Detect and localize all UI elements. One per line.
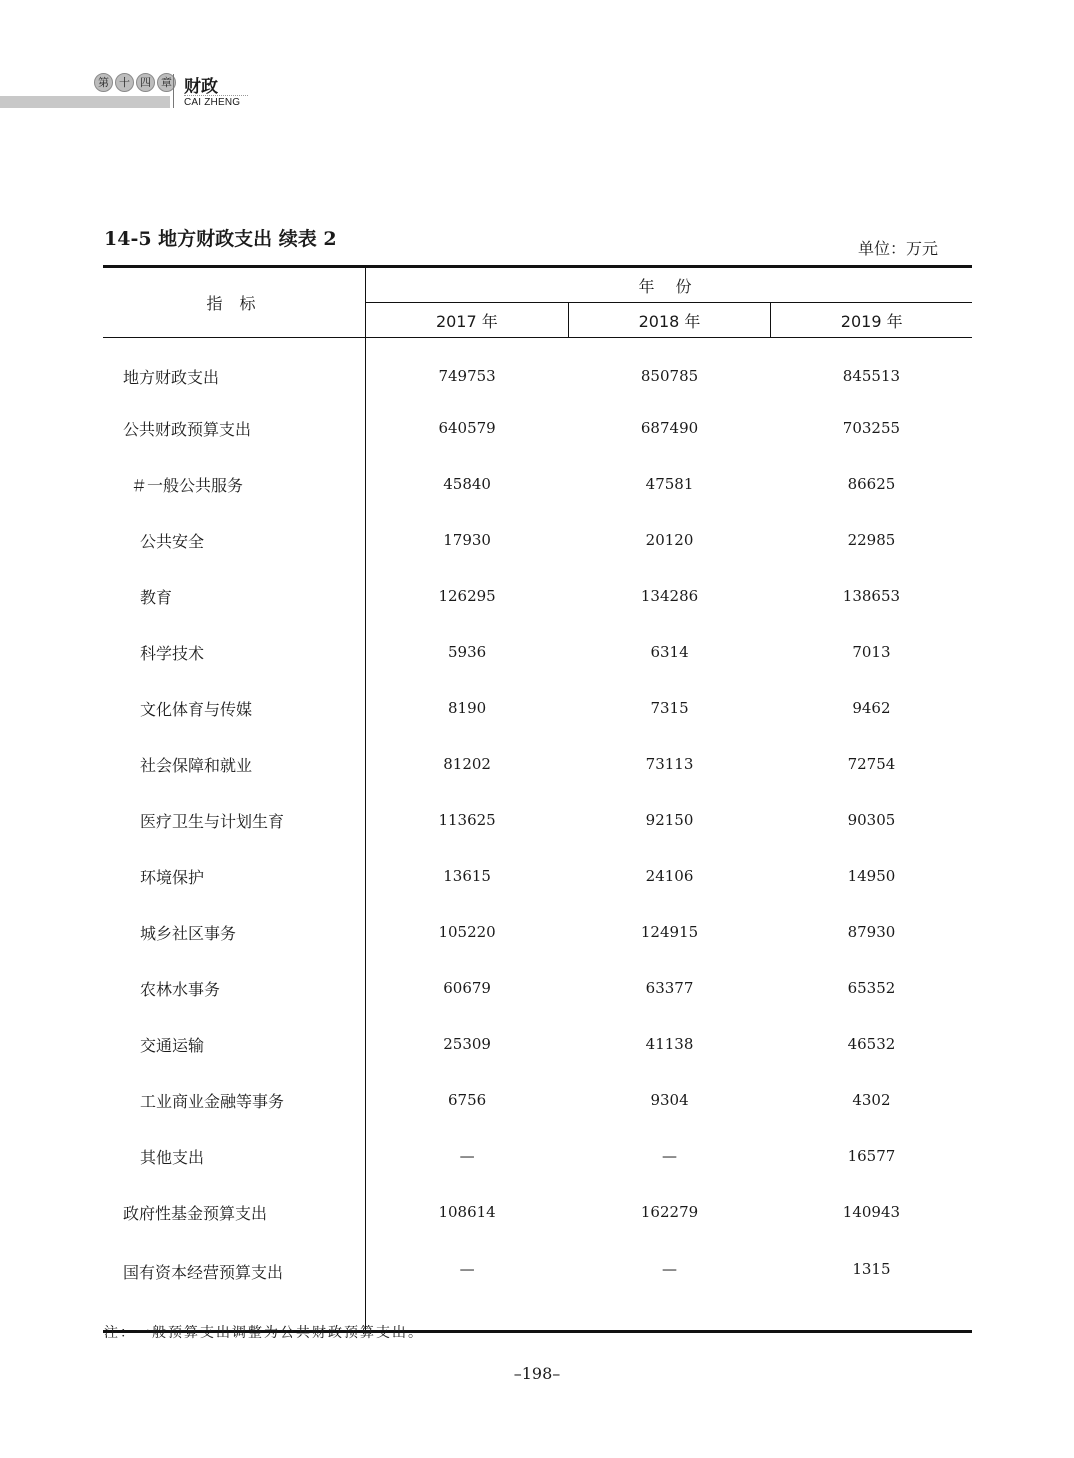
- table-row: [103, 960, 972, 1016]
- value-cell: 45840: [443, 475, 491, 493]
- value-cell: 749753: [438, 367, 496, 385]
- table-row: [103, 792, 972, 848]
- value-cell: —: [459, 1147, 475, 1165]
- table-row: [103, 512, 972, 568]
- value-cell: 81202: [443, 755, 491, 773]
- row-label: 医疗卫生与计划生育: [103, 792, 366, 848]
- value-cell: 1315: [771, 1240, 972, 1332]
- value-cell: 7013: [852, 643, 891, 661]
- value-cell: 72754: [847, 755, 896, 773]
- header-dotted-rule: [184, 95, 248, 96]
- header-year-group: 年 份: [366, 267, 973, 303]
- chapter-title: 财政: [184, 77, 218, 97]
- row-label: 公共安全: [103, 512, 366, 568]
- table-row: [103, 1128, 972, 1184]
- value-cell: 850785: [640, 367, 699, 385]
- footnote: 注：一般预算支出调整为公共财政预算支出。: [104, 1325, 424, 1341]
- header-indicator: 指 标: [103, 267, 366, 338]
- row-label: 农林水事务: [103, 960, 366, 1016]
- value-cell: 703255: [842, 419, 901, 437]
- value-cell: 7315: [650, 699, 689, 717]
- row-label: 城乡社区事务: [103, 904, 366, 960]
- value-cell: 14950: [847, 867, 896, 885]
- table-row: [103, 736, 972, 792]
- row-label: 环境保护: [103, 848, 366, 904]
- header-year: 2018 年: [568, 303, 771, 338]
- table-row: [103, 904, 972, 960]
- table-row: [103, 1072, 972, 1128]
- value-cell: 126295: [438, 587, 496, 605]
- chapter-subtitle: CAI ZHENG: [184, 97, 241, 108]
- value-cell: —: [662, 1147, 678, 1165]
- value-cell: 90305: [847, 811, 896, 829]
- table-row: [103, 568, 972, 624]
- value-cell: 60679: [443, 979, 491, 997]
- chapter-char: 章: [157, 73, 176, 92]
- chapter-char: 第: [94, 73, 113, 92]
- header-divider: [173, 74, 174, 108]
- value-cell: —: [568, 1240, 771, 1332]
- value-cell: 5936: [448, 643, 487, 661]
- value-cell: 113625: [438, 811, 496, 829]
- value-cell: —: [366, 1240, 569, 1332]
- value-cell: 63377: [645, 979, 694, 997]
- expenditure-table: [103, 265, 972, 1333]
- table-title: 14-5 地方财政支出 续表 2: [104, 228, 337, 250]
- row-label: ＃一般公共服务: [103, 456, 366, 512]
- value-cell: 9304: [650, 1091, 689, 1109]
- value-cell: 8190: [448, 699, 487, 717]
- value-cell: 6314: [650, 643, 689, 661]
- table-row: [103, 1016, 972, 1072]
- value-cell: 46532: [847, 1035, 896, 1053]
- value-cell: 16577: [847, 1147, 896, 1165]
- table-row: [103, 1240, 972, 1332]
- value-cell: 92150: [645, 811, 694, 829]
- value-cell: 9462: [852, 699, 891, 717]
- row-label: 政府性基金预算支出: [103, 1184, 366, 1240]
- value-cell: 25309: [443, 1035, 491, 1053]
- value-cell: 20120: [645, 531, 694, 549]
- chapter-badge: [94, 73, 176, 92]
- value-cell: 86625: [847, 475, 896, 493]
- value-cell: 17930: [443, 531, 491, 549]
- row-label: 社会保障和就业: [103, 736, 366, 792]
- value-cell: 24106: [645, 867, 694, 885]
- header-bar: [0, 96, 170, 108]
- value-cell: 138653: [842, 587, 901, 605]
- value-cell: 4302: [852, 1091, 891, 1109]
- row-label: 地方财政支出: [103, 338, 366, 401]
- row-label: 工业商业金融等事务: [103, 1072, 366, 1128]
- table-row: [103, 1184, 972, 1240]
- header-year: 2019 年: [771, 303, 972, 338]
- value-cell: 134286: [640, 587, 699, 605]
- table-row: [103, 624, 972, 680]
- value-cell: 47581: [645, 475, 694, 493]
- row-label: 公共财政预算支出: [103, 400, 366, 456]
- value-cell: 22985: [847, 531, 896, 549]
- chapter-char: 四: [136, 73, 155, 92]
- table-body: [103, 338, 972, 1332]
- row-label: 国有资本经营预算支出: [103, 1240, 366, 1332]
- row-label: 教育: [103, 568, 366, 624]
- row-label: 交通运输: [103, 1016, 366, 1072]
- value-cell: 73113: [645, 755, 694, 773]
- table-row: [103, 680, 972, 736]
- value-cell: 162279: [640, 1203, 699, 1221]
- table-row: [103, 338, 972, 401]
- value-cell: 108614: [438, 1203, 496, 1221]
- table-row: [103, 400, 972, 456]
- value-cell: 6756: [448, 1091, 487, 1109]
- value-cell: 87930: [847, 923, 896, 941]
- value-cell: 13615: [443, 867, 491, 885]
- value-cell: 640579: [438, 419, 496, 437]
- page-number: –198–: [513, 1364, 561, 1383]
- value-cell: 687490: [640, 419, 699, 437]
- header-year: 2017 年: [366, 303, 569, 338]
- unit-label: 单位：万元: [858, 239, 939, 258]
- table-row: [103, 456, 972, 512]
- row-label: 文化体育与传媒: [103, 680, 366, 736]
- row-label: 其他支出: [103, 1128, 366, 1184]
- value-cell: 105220: [438, 923, 496, 941]
- value-cell: 41138: [645, 1035, 694, 1053]
- row-label: 科学技术: [103, 624, 366, 680]
- value-cell: 845513: [842, 367, 901, 385]
- value-cell: 65352: [847, 979, 896, 997]
- value-cell: 124915: [640, 923, 699, 941]
- table-row: [103, 848, 972, 904]
- chapter-char: 十: [115, 73, 134, 92]
- value-cell: 140943: [842, 1203, 901, 1221]
